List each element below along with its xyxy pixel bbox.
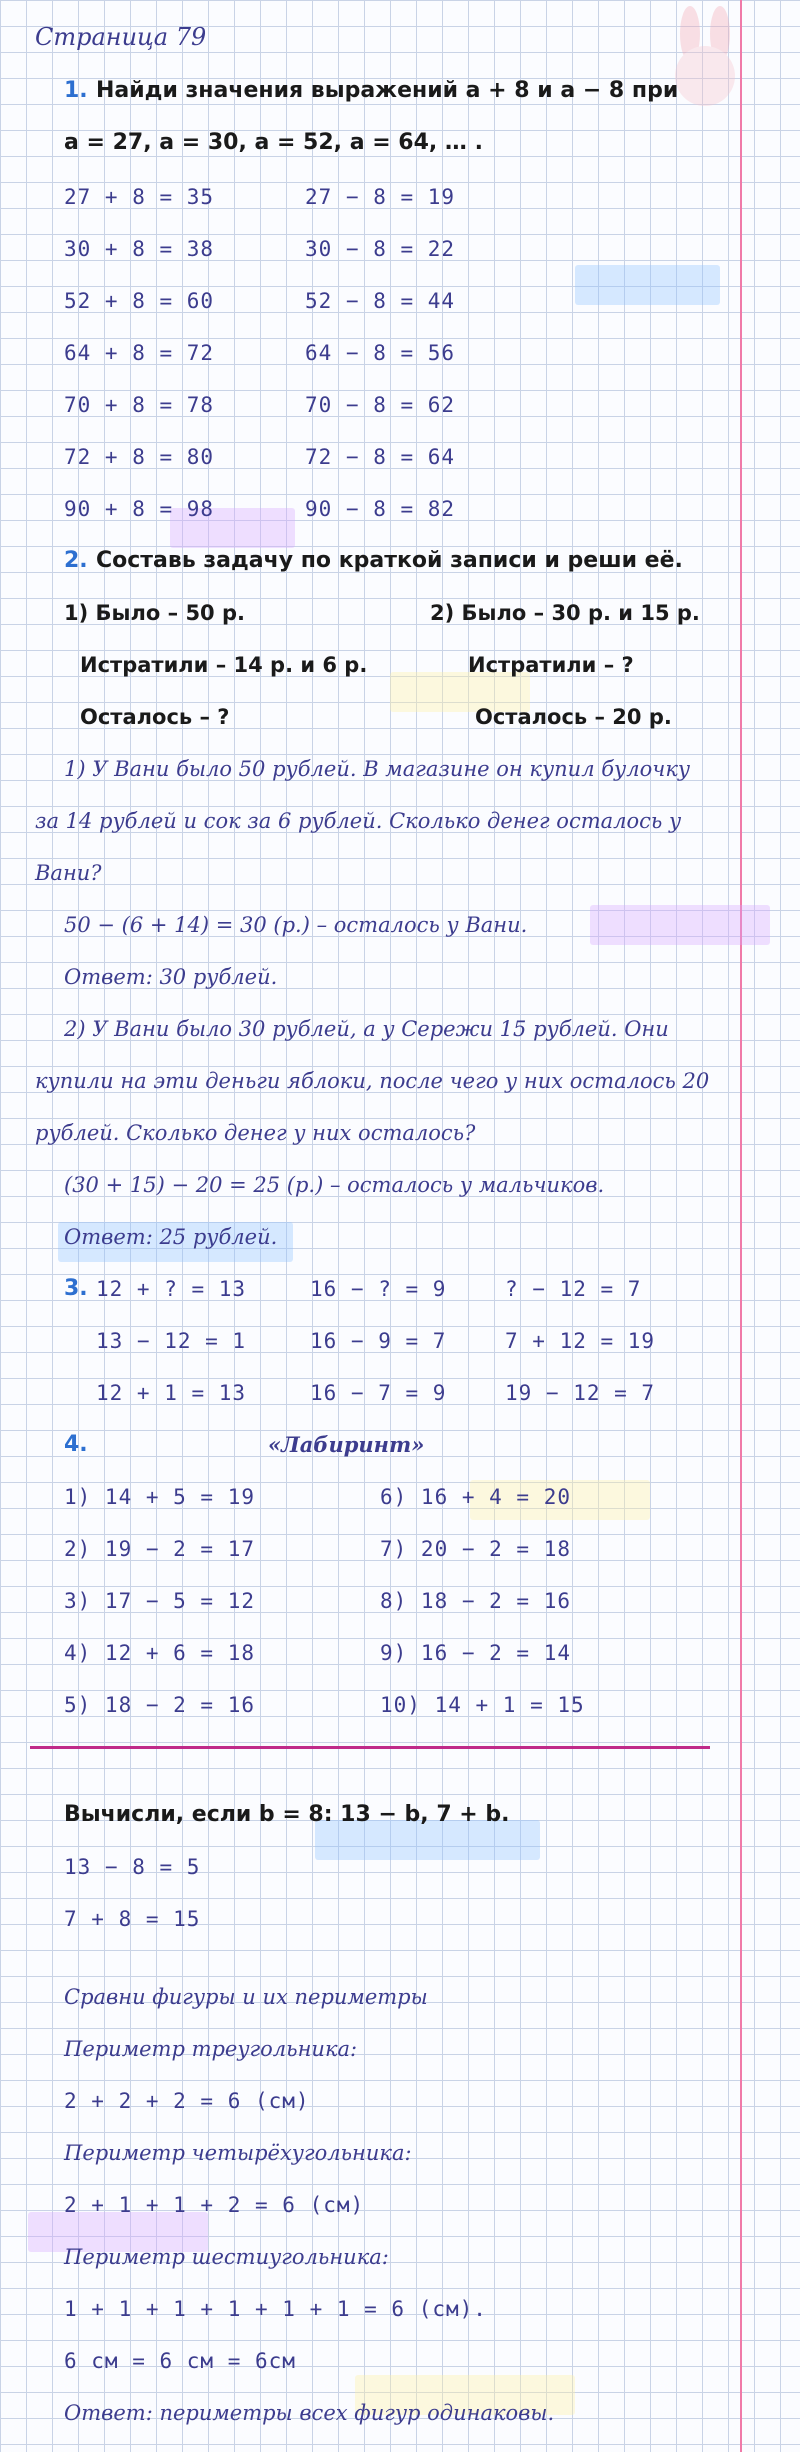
task-3-expr: 13 − 12 = 1 bbox=[96, 1329, 247, 1353]
task-4-step: 8) 18 − 2 = 16 bbox=[380, 1589, 572, 1613]
task-1-prompt-line2: a = 27, a = 30, a = 52, a = 64, … . bbox=[64, 130, 483, 155]
task-1-left-expr: 64 + 8 = 72 bbox=[64, 341, 215, 365]
task-3-expr: 16 − 7 = 9 bbox=[310, 1381, 447, 1405]
task-3-expr: 16 − ? = 9 bbox=[310, 1277, 447, 1301]
task-4-step: 7) 20 − 2 = 18 bbox=[380, 1537, 572, 1561]
task-1-prompt-line1: Найди значения выражений a + 8 и a − 8 при bbox=[96, 78, 679, 103]
problem-2-text: купили на эти деньги яблоки, после чего у них осталось 20 bbox=[35, 1069, 710, 1093]
task-4-step: 1) 14 + 5 = 19 bbox=[64, 1485, 256, 1509]
task-2-prompt: Составь задачу по краткой записи и реши её. bbox=[96, 548, 683, 573]
task-1-right-expr: 27 − 8 = 19 bbox=[305, 185, 456, 209]
watermark-mark bbox=[575, 265, 720, 305]
task-1-left-expr: 72 + 8 = 80 bbox=[64, 445, 215, 469]
task-1-right-expr: 90 − 8 = 82 bbox=[305, 497, 456, 521]
task-4-step: 3) 17 − 5 = 12 bbox=[64, 1589, 256, 1613]
extra-2-title: Сравни фигуры и их периметры bbox=[64, 1985, 428, 2009]
extra-1-prompt: Вычисли, если b = 8: 13 − b, 7 + b. bbox=[64, 1802, 510, 1827]
problem-2-solution: (30 + 15) − 20 = 25 (р.) – осталось у мальчиков. bbox=[64, 1173, 605, 1197]
problem-2-text: 2) У Вани было 30 рублей, а у Сережи 15 рублей. Они bbox=[64, 1017, 669, 1041]
task-1-left-expr: 27 + 8 = 35 bbox=[64, 185, 215, 209]
problem-1-solution: 50 − (6 + 14) = 30 (р.) – осталось у Вани. bbox=[64, 913, 528, 937]
problem-1-answer: Ответ: 30 рублей. bbox=[64, 965, 278, 989]
problem-1-text: 1) У Вани было 50 рублей. В магазине он купил булочку bbox=[64, 757, 691, 781]
quad-perimeter-label: Периметр четырёхугольника: bbox=[64, 2141, 412, 2165]
quad-perimeter-calc: 2 + 1 + 1 + 2 = 6 (см) bbox=[64, 2193, 365, 2217]
task-4-step: 6) 16 + 4 = 20 bbox=[380, 1485, 572, 1509]
notebook-margin-line bbox=[740, 0, 742, 2452]
task-4-step: 10) 14 + 1 = 15 bbox=[380, 1693, 585, 1717]
extra-1-line: 13 − 8 = 5 bbox=[64, 1855, 201, 1879]
task-1-right-expr: 52 − 8 = 44 bbox=[305, 289, 456, 313]
task-3-expr: ? − 12 = 7 bbox=[505, 1277, 642, 1301]
watermark-mark bbox=[590, 905, 770, 945]
problem-2-answer: Ответ: 25 рублей. bbox=[64, 1225, 278, 1249]
problem-2-text: рублей. Сколько денег у них осталось? bbox=[35, 1121, 476, 1145]
task-4-number: 4. bbox=[64, 1432, 88, 1457]
task-3-number: 3. bbox=[64, 1276, 88, 1301]
problem-1-text: за 14 рублей и сок за 6 рублей. Сколько денег осталось у bbox=[35, 809, 682, 833]
short-record-1-spent: Истратили – 14 р. и 6 р. bbox=[80, 653, 368, 677]
task-2-number: 2. bbox=[64, 548, 88, 573]
hex-perimeter-label: Периметр шестиугольника: bbox=[64, 2245, 389, 2269]
task-1-right-expr: 64 − 8 = 56 bbox=[305, 341, 456, 365]
short-record-1-left: Осталось – ? bbox=[80, 705, 230, 729]
task-4-step: 9) 16 − 2 = 14 bbox=[380, 1641, 572, 1665]
task-1-right-expr: 72 − 8 = 64 bbox=[305, 445, 456, 469]
short-record-1-label: 1) Было – 50 р. bbox=[64, 601, 245, 625]
task-1-number: 1. bbox=[64, 78, 88, 103]
task-4-step: 5) 18 − 2 = 16 bbox=[64, 1693, 256, 1717]
extra-2-answer: Ответ: периметры всех фигур одинаковы. bbox=[64, 2401, 555, 2425]
task-4-step: 2) 19 − 2 = 17 bbox=[64, 1537, 256, 1561]
triangle-perimeter-label: Периметр треугольника: bbox=[64, 2037, 358, 2061]
hex-perimeter-calc: 1 + 1 + 1 + 1 + 1 + 1 = 6 (см). bbox=[64, 2297, 487, 2321]
short-record-2-label: 2) Было – 30 р. и 15 р. bbox=[430, 601, 700, 625]
short-record-2-left: Осталось – 20 р. bbox=[475, 705, 672, 729]
task-1-left-expr: 30 + 8 = 38 bbox=[64, 237, 215, 261]
perimeter-compare: 6 см = 6 см = 6см bbox=[64, 2349, 296, 2373]
task-3-expr: 19 − 12 = 7 bbox=[505, 1381, 656, 1405]
task-4-step: 4) 12 + 6 = 18 bbox=[64, 1641, 256, 1665]
task-1-left-expr: 70 + 8 = 78 bbox=[64, 393, 215, 417]
section-divider bbox=[30, 1746, 710, 1749]
task-1-right-expr: 30 − 8 = 22 bbox=[305, 237, 456, 261]
task-1-left-expr: 52 + 8 = 60 bbox=[64, 289, 215, 313]
short-record-2-spent: Истратили – ? bbox=[468, 653, 634, 677]
task-3-expr: 12 + ? = 13 bbox=[96, 1277, 247, 1301]
task-3-expr: 7 + 12 = 19 bbox=[505, 1329, 656, 1353]
page-title: Страница 79 bbox=[35, 23, 207, 51]
task-3-expr: 16 − 9 = 7 bbox=[310, 1329, 447, 1353]
task-3-expr: 12 + 1 = 13 bbox=[96, 1381, 247, 1405]
task-4-title: «Лабиринт» bbox=[268, 1432, 425, 1457]
task-1-left-expr: 90 + 8 = 98 bbox=[64, 497, 215, 521]
task-1-right-expr: 70 − 8 = 62 bbox=[305, 393, 456, 417]
triangle-perimeter-calc: 2 + 2 + 2 = 6 (см) bbox=[64, 2089, 310, 2113]
problem-1-text: Вани? bbox=[35, 861, 102, 885]
extra-1-line: 7 + 8 = 15 bbox=[64, 1907, 201, 1931]
